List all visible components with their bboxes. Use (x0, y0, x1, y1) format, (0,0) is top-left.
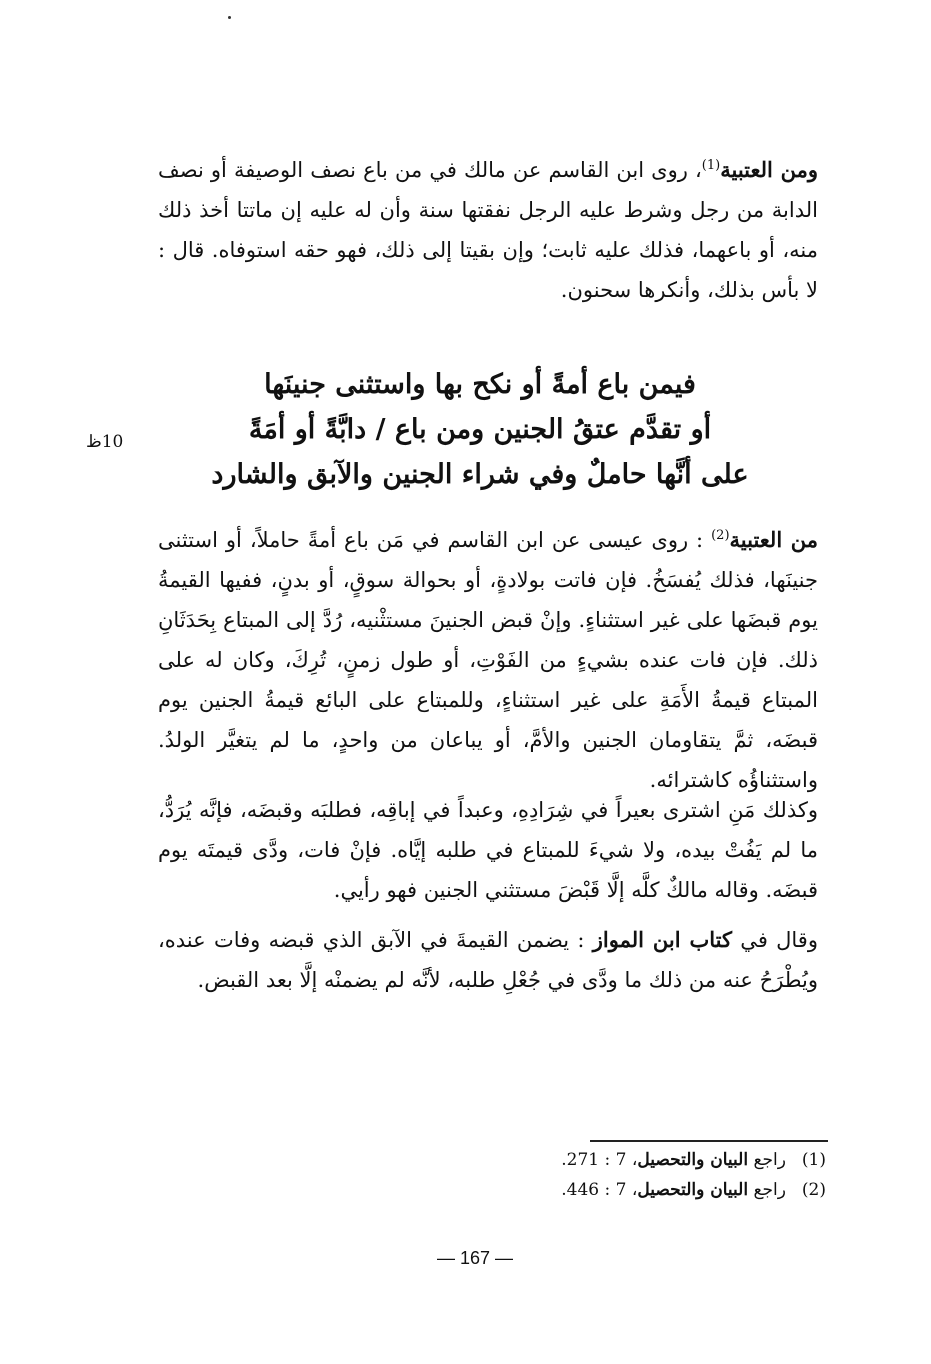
paragraph-text: وكذلك مَنِ اشترى بعيراً في شِرَادِهِ، وعبداً في إباقِه، فطلبَه وقبضَه، فإنَّه يُرَدُّ، ما لم يَفُتْ بيده، ولا شيءَ للمبتاع في طلبه إيَّاه. فإنْ فات، ودَّى قيمتَه يوم قبضَه. وقاله مالكٌ كلَّه إلَّا قَبْضَ مستثني الجنين فهو رأيي. (158, 798, 818, 902)
footnote-citation: ، 7 : 271. (561, 1150, 638, 1170)
footnote-number: (2) (801, 1180, 826, 1200)
paragraph-1 (158, 150, 818, 310)
paragraph-text: : روى عيسى عن ابن القاسم في مَن باع أمةً حاملاً، أو استثنى جنينَها، فذلك يُفسَخُ. فإن فاتت بولادةٍ، أو بحوالة سوقٍ، أو بدنٍ، ففيها القيمةُ يوم قبضَها على غير استثناءٍ. وإنْ قبض الجنينَ مستثْنيه، رُدَّ إلى المبتاع بِحَدَثَانِ ذلك. فإن فات عنده بشيءٍ من الفَوْتِ، أو طول زمنٍ، تُرِكَ، وكان له على المبتاع قيمةُ الأَمَةِ على غير استثناءٍ، وللمبتاع على البائع قيمةُ الجنين يوم قبضَه، ثمَّ يتقاومان الجنين والأمَّ، أو يباعان من واحدٍ، ما لم يتغيَّر الولدُ. واستثناؤُه كاشترائه. (158, 528, 818, 792)
page-number: — 167 — (436, 1248, 514, 1268)
source-name: ومن العتبية (720, 157, 818, 182)
footnote-divider (590, 1140, 828, 1142)
paragraph-4 (158, 920, 818, 1000)
footnote-lead: راجع (748, 1180, 786, 1200)
footnote-2 (406, 1180, 826, 1200)
footnote-lead: راجع (748, 1150, 786, 1170)
source-name: من العتبية (729, 527, 818, 552)
footnote-ref: (2) (711, 528, 730, 543)
footnote-citation: ، 7 : 446. (561, 1180, 638, 1200)
manuscript-folio-note: 10ظ (86, 432, 124, 452)
heading-line-1: فيمن باع أمةً أو نكح بها واستثنى جنينَها (264, 369, 696, 400)
footnote-source: البيان والتحصيل (637, 1180, 749, 1200)
source-name: كتاب ابن المواز (592, 927, 733, 952)
paragraph-3 (158, 790, 818, 910)
footnote-source: البيان والتحصيل (637, 1150, 749, 1170)
section-heading (200, 362, 760, 497)
footnote-ref: (1) (701, 158, 721, 173)
stray-mark (228, 16, 231, 19)
footnote-number: (1) (801, 1150, 826, 1170)
paragraph-2 (158, 520, 818, 800)
paragraph-text: ، روى ابن القاسم عن مالك في من باع نصف الوصيفة أو نصف الدابة من رجل وشرط عليه الرجل نفقتها سنة وأن له عليه إن ماتتا أخذ ذلك منه، أو باعهما، فذلك عليه ثابت؛ وإن بقيتا إلى ذلك، فهو حقه استوفاه. قال : لا بأس بذلك، وأنكرها سحنون. (158, 158, 818, 302)
paragraph-text: : يضمن القيمةَ في الآبق الذي قبضه وفات عنده، ويُطْرَحُ عنه من ذلك ما ودَّى في جُعْلِ طلبه، لأنَّه لم يضمنْه إلَّا بعد القبض. (158, 928, 818, 992)
heading-line-3: على أنَّها حاملٌ وفي شراء الجنين والآبق والشارد (211, 459, 749, 490)
paragraph-lead: وقال في (732, 928, 818, 952)
footnote-1 (406, 1150, 826, 1170)
heading-line-2: أو تقدَّم عتقُ الجنين ومن باع / دابَّةً أو أمَةً (248, 414, 712, 445)
